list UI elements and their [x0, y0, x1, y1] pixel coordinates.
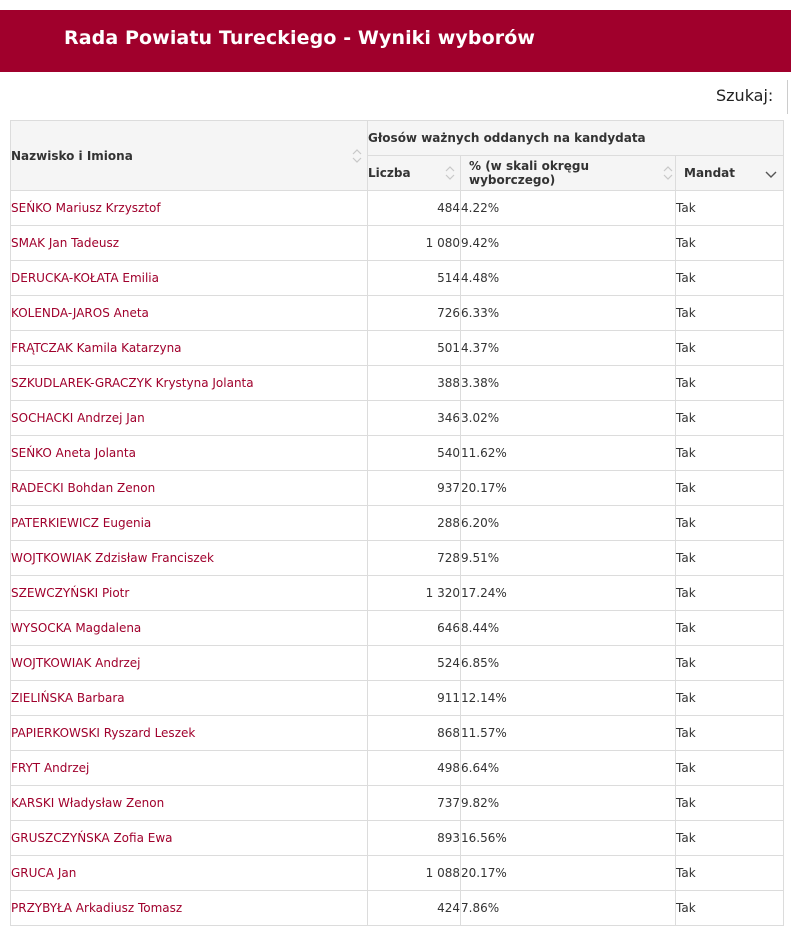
candidate-name-link[interactable]: GRUSZCZYŃSKA Zofia Ewa [11, 831, 173, 845]
candidate-name-link[interactable]: SZKUDLAREK-GRACZYK Krystyna Jolanta [11, 376, 254, 390]
votes-cell: 424 [368, 891, 461, 926]
candidate-name-cell [11, 646, 368, 681]
search-input[interactable] [787, 80, 791, 114]
candidate-name-cell [11, 786, 368, 821]
table-row [11, 541, 784, 576]
table-row [11, 751, 784, 786]
votes-cell: 501 [368, 331, 461, 366]
table-row [11, 786, 784, 821]
votes-cell: 646 [368, 611, 461, 646]
candidate-name-link[interactable]: WOJTKOWIAK Zdzisław Franciszek [11, 551, 214, 565]
column-header-percent-label: % (w skali okręgu wyborczego) [469, 159, 589, 187]
votes-cell: 514 [368, 261, 461, 296]
candidate-name-link[interactable]: PRZYBYŁA Arkadiusz Tomasz [11, 901, 183, 915]
column-header-votes[interactable] [368, 156, 461, 191]
mandate-cell: Tak [676, 751, 784, 786]
candidate-name-cell [11, 716, 368, 751]
candidate-name-cell [11, 436, 368, 471]
table-row [11, 226, 784, 261]
mandate-cell: Tak [676, 401, 784, 436]
votes-cell: 288 [368, 506, 461, 541]
candidate-name-cell [11, 751, 368, 786]
percent-cell: 9.51% [461, 541, 676, 576]
results-table [10, 120, 784, 926]
results-table-body [11, 191, 784, 926]
candidate-name-link[interactable]: WOJTKOWIAK Andrzej [11, 656, 141, 670]
table-row [11, 716, 784, 751]
votes-cell: 726 [368, 296, 461, 331]
candidate-name-link[interactable]: ZIELIŃSKA Barbara [11, 691, 125, 705]
votes-cell: 737 [368, 786, 461, 821]
percent-cell: 4.22% [461, 191, 676, 226]
candidate-name-link[interactable]: SEŃKO Mariusz Krzysztof [11, 201, 161, 215]
candidate-name-cell [11, 401, 368, 436]
mandate-cell: Tak [676, 891, 784, 926]
votes-cell: 1 088 [368, 856, 461, 891]
mandate-cell: Tak [676, 261, 784, 296]
percent-cell: 12.14% [461, 681, 676, 716]
candidate-name-cell [11, 226, 368, 261]
percent-cell: 3.02% [461, 401, 676, 436]
column-header-name[interactable] [11, 121, 368, 191]
mandate-cell: Tak [676, 191, 784, 226]
table-row [11, 401, 784, 436]
percent-cell: 7.86% [461, 891, 676, 926]
mandate-cell: Tak [676, 226, 784, 261]
page-title: Rada Powiatu Tureckiego - Wyniki wyborów [64, 27, 536, 49]
table-row [11, 471, 784, 506]
candidate-name-link[interactable]: SMAK Jan Tadeusz [11, 236, 120, 250]
table-row [11, 331, 784, 366]
column-header-votes-label: Liczba [368, 166, 411, 180]
votes-cell: 484 [368, 191, 461, 226]
table-row [11, 821, 784, 856]
candidate-name-link[interactable]: SZEWCZYŃSKI Piotr [11, 586, 130, 600]
mandate-cell: Tak [676, 716, 784, 751]
candidate-name-link[interactable]: KOLENDA-JAROS Aneta [11, 306, 149, 320]
table-row [11, 436, 784, 471]
table-row [11, 261, 784, 296]
column-header-mandate[interactable] [676, 156, 784, 191]
table-row [11, 681, 784, 716]
votes-cell: 911 [368, 681, 461, 716]
votes-cell: 498 [368, 751, 461, 786]
candidate-name-link[interactable]: KARSKI Władysław Zenon [11, 796, 165, 810]
candidate-name-link[interactable]: WYSOCKA Magdalena [11, 621, 142, 635]
percent-cell: 4.37% [461, 331, 676, 366]
percent-cell: 6.85% [461, 646, 676, 681]
column-group-label: Głosów ważnych oddanych na kandydata [368, 131, 646, 145]
candidate-name-cell [11, 576, 368, 611]
table-row [11, 191, 784, 226]
mandate-cell: Tak [676, 611, 784, 646]
mandate-cell: Tak [676, 366, 784, 401]
column-header-percent[interactable] [461, 156, 676, 191]
candidate-name-cell [11, 541, 368, 576]
candidate-name-link[interactable]: GRUCA Jan [11, 866, 77, 880]
candidate-name-link[interactable]: FRĄTCZAK Kamila Katarzyna [11, 341, 182, 355]
votes-cell: 868 [368, 716, 461, 751]
votes-cell: 937 [368, 471, 461, 506]
percent-cell: 3.38% [461, 366, 676, 401]
percent-cell: 16.56% [461, 821, 676, 856]
candidate-name-cell [11, 471, 368, 506]
percent-cell: 6.64% [461, 751, 676, 786]
votes-cell: 346 [368, 401, 461, 436]
column-header-mandate-label: Mandat [684, 166, 736, 180]
candidate-name-cell [11, 611, 368, 646]
mandate-cell: Tak [676, 681, 784, 716]
candidate-name-link[interactable]: PATERKIEWICZ Eugenia [11, 516, 152, 530]
table-row [11, 576, 784, 611]
table-row [11, 646, 784, 681]
sort-updown-icon[interactable] [445, 165, 455, 181]
percent-cell: 4.48% [461, 261, 676, 296]
candidate-name-cell [11, 506, 368, 541]
table-row [11, 611, 784, 646]
candidate-name-link[interactable]: SEŃKO Aneta Jolanta [11, 446, 136, 460]
percent-cell: 20.17% [461, 856, 676, 891]
mandate-cell: Tak [676, 296, 784, 331]
votes-cell: 728 [368, 541, 461, 576]
percent-cell: 6.33% [461, 296, 676, 331]
table-row [11, 856, 784, 891]
candidate-name-cell [11, 261, 368, 296]
search-label: Szukaj: [716, 86, 774, 105]
percent-cell: 9.42% [461, 226, 676, 261]
candidate-name-cell [11, 191, 368, 226]
chevron-down-icon[interactable] [765, 168, 777, 178]
mandate-cell: Tak [676, 541, 784, 576]
candidate-name-link[interactable]: FRYT Andrzej [11, 761, 90, 775]
table-row [11, 366, 784, 401]
percent-cell: 9.82% [461, 786, 676, 821]
column-header-name-label: Nazwisko i Imiona [11, 148, 133, 163]
candidate-name-cell [11, 296, 368, 331]
candidate-name-cell [11, 331, 368, 366]
candidate-name-cell [11, 366, 368, 401]
votes-cell: 540 [368, 436, 461, 471]
candidate-name-link[interactable]: RADECKI Bohdan Zenon [11, 481, 156, 495]
percent-cell: 11.57% [461, 716, 676, 751]
candidate-name-cell [11, 681, 368, 716]
mandate-cell: Tak [676, 856, 784, 891]
table-row [11, 891, 784, 926]
mandate-cell: Tak [676, 506, 784, 541]
candidate-name-cell [11, 891, 368, 926]
candidate-name-link[interactable]: PAPIERKOWSKI Ryszard Leszek [11, 726, 196, 740]
sort-updown-icon[interactable] [663, 165, 673, 181]
page-header [0, 10, 791, 72]
percent-cell: 20.17% [461, 471, 676, 506]
candidate-name-link[interactable]: SOCHACKI Andrzej Jan [11, 411, 145, 425]
votes-cell: 893 [368, 821, 461, 856]
votes-cell: 1 320 [368, 576, 461, 611]
table-row [11, 506, 784, 541]
votes-cell: 1 080 [368, 226, 461, 261]
percent-cell: 17.24% [461, 576, 676, 611]
sort-updown-icon[interactable] [352, 148, 362, 164]
mandate-cell: Tak [676, 471, 784, 506]
mandate-cell: Tak [676, 331, 784, 366]
candidate-name-cell [11, 821, 368, 856]
mandate-cell: Tak [676, 821, 784, 856]
percent-cell: 8.44% [461, 611, 676, 646]
mandate-cell: Tak [676, 646, 784, 681]
mandate-cell: Tak [676, 786, 784, 821]
table-row [11, 296, 784, 331]
column-group-header [368, 121, 784, 156]
mandate-cell: Tak [676, 576, 784, 611]
percent-cell: 11.62% [461, 436, 676, 471]
candidate-name-cell [11, 856, 368, 891]
candidate-name-link[interactable]: DERUCKA-KOŁATA Emilia [11, 271, 159, 285]
mandate-cell: Tak [676, 436, 784, 471]
votes-cell: 524 [368, 646, 461, 681]
votes-cell: 388 [368, 366, 461, 401]
percent-cell: 6.20% [461, 506, 676, 541]
